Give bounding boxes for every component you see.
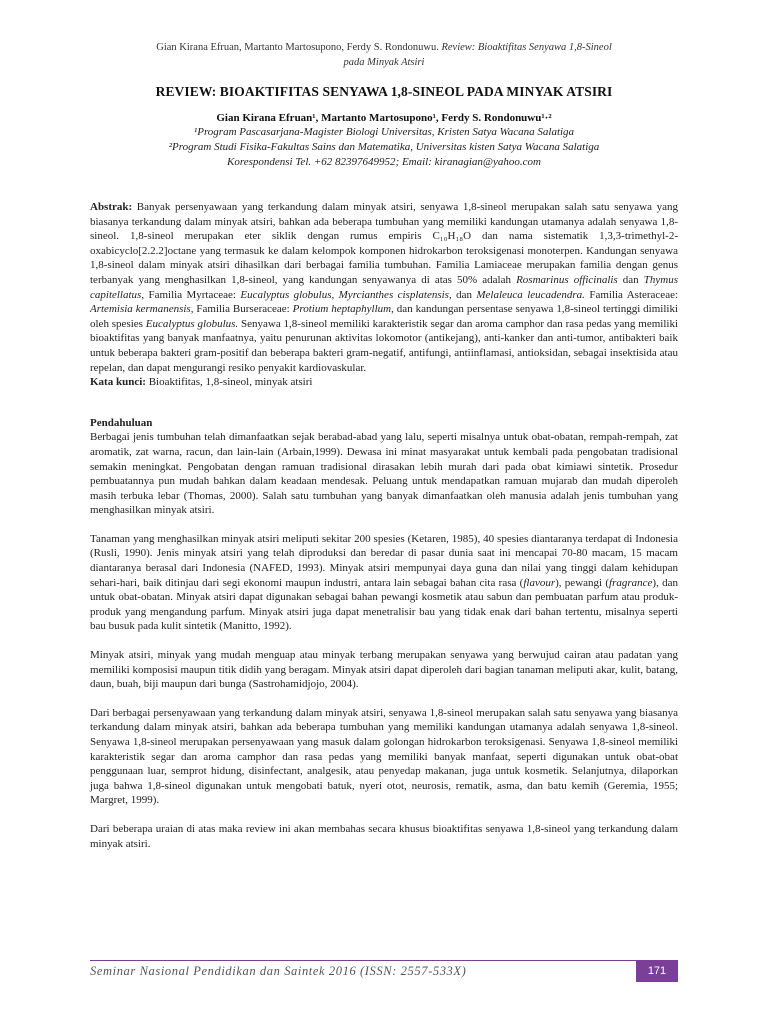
- footer-divider: [90, 960, 636, 961]
- affiliations: [90, 125, 678, 170]
- term-italic: fragrance: [609, 576, 653, 589]
- abstract-text: Banyak persenyawaan yang terkandung dalam minyak atsiri, senyawa 1,8-sineol merupakan salah satu senyawa yang biasanya terkandung dalam minyak atsiri, bahkan ada beberapa tumbuhan yang memiliki kandungan utamanya adalah senyawa 1,8-sineol. 1,8-sineol merupakan eter siklik dengan rumus empiris C₁₀H₁₈O dan nama sistematik 1,3,3-trimethyl-2-oxabicyclo[2.2.2]octane yang termasuk ke dalam kelompok komponen hidrokarbon teroksigenasi monoterpen. Kandungan senyawa 1,8-sineol dalam minyak atsiri dihasilkan dari berbagai familia tumbuhan. Familia Lamiaceae merupakan familia dengan genus terbanyak yang menghasilkan 1,8-sineol, yang kandungan senyawanya di atas 50% adalah: [90, 201, 678, 286]
- footer-conference: Seminar Nasional Pendidikan dan Saintek 2016 (ISSN: 2557-533X): [90, 964, 467, 978]
- abstract: [90, 200, 678, 375]
- abstract-text: , Familia Myrtaceae:: [141, 288, 241, 301]
- keywords: [90, 375, 678, 390]
- species-name: Thymus capitellatus: [90, 273, 678, 301]
- abstract-label: Abstrak:: [90, 201, 133, 213]
- correspondence: Korespondensi Tel. +62 82397649952; Email: kiranagian@yahoo.com: [226, 156, 541, 168]
- intro-paragraph-3: Minyak atsiri, minyak yang mudah menguap atau minyak terbang merupakan senyawa yang berwujud cairan atau padatan yang memiliki komposisi maupun titik didih yang beragam. Minyak atsiri dapat diperoleh dari bagian tanaman meliputi akar, kulit, batang, daun, buah, biji maupun dari bunga (Sastrohamidjojo, 2004).: [90, 649, 678, 691]
- species-name: Protium heptaphyllum: [292, 303, 392, 316]
- species-name: Artemisia kermanensis: [90, 303, 191, 316]
- affiliation-2: ²Program Studi Fisika-Fakultas Sains dan Matematika, Universitas kisten Satya Wacana Salatiga: [168, 141, 600, 153]
- species-name: Rosmarinus officinalis: [516, 273, 618, 286]
- paragraph-text: Tanaman yang menghasilkan minyak atsiri meliputi sekitar 200 spesies (Ketaren, 1985), 40 spesies diantaranya terdapat di Indonesia (Rusli, 1990). Jenis minyak atsiri yang telah diproduksi dan beredar di pasar dunia saat ini mencapai 70-80 macam, 15 macam diantaranya berasal dari Indonesia (NAFED, 1993). Minyak atsiri mempunyai daya guna dan nilai yang tinggi dalam kehidupan sehari-hari, baik ditinjau dari segi ekonomi maupun industri, antara lain sebagai bahan cita rasa (: [90, 532, 678, 589]
- paper-title: REVIEW: BIOAKTIFITAS SENYAWA 1,8-SINEOL PADA MINYAK ATSIRI: [155, 84, 613, 99]
- running-header-title: Review: Bioaktifitas Senyawa 1,8-Sineol: [441, 42, 612, 53]
- paragraph-text: ), pewangi (: [555, 576, 610, 589]
- keywords-label: Kata kunci:: [90, 376, 146, 389]
- paragraph-text: ), dan untuk obat-obatan. Minyak atsiri dapat digunakan sebagai bahan pewangi kosmetik atau sabun dan pembuatan parfum atau produk-produk yang mengandung parfum. Minyak atsiri juga dapat menetralisir bau yang tidak enak dari bahan tertentu, misalnya seperti bau busuk pada kulit sintetik (Manitto, 1992).: [90, 576, 679, 633]
- running-header: [90, 40, 678, 70]
- abstract-text: , Familia Burseraceae:: [190, 303, 293, 316]
- species-name: Melaleuca leucadendra.: [476, 288, 585, 301]
- running-header-title-cont: pada Minyak Atsiri: [343, 57, 425, 68]
- affiliation-1: ¹Program Pascasarjana-Magister Biologi Universitas, Kristen Satya Wacana Salatiga: [193, 126, 575, 138]
- abstract-text: , dan kandungan persentase senyawa 1,8-sineol tertinggi dimiliki oleh spesies: [90, 303, 679, 330]
- section-heading-introduction: Pendahuluan: [90, 416, 153, 429]
- intro-paragraph-2: [90, 532, 678, 634]
- species-name: Eucalyptus globulus, Myrcianthes cisplatensis,: [240, 288, 452, 301]
- intro-paragraph-4: Dari berbagai persenyawaan yang terkandung dalam minyak atsiri, senyawa 1,8-sineol merupakan salah satu senyawa yang biasanya terkandung dalam minyak atsiri, bahkan ada beberapa tumbuhan yang memiliki kandungan utamanya adalah senyawa 1,8-sineol. Senyawa 1,8-sineol merupakan persenyawaan yang masuk dalam golongan hidrokarbon teroksigenasi. Senyawa 1,8-sineol memiliki karakteristik segar dan aroma camphor dan rasa pedas yang memiliki banyak manfaat, seperti digunakan untuk obat-obat penggunaan luar, semprot hidung, disinfectant, analgesik, atau penyedap makanan, juga untuk kosmetik. Selanjutnya, dilaporkan juga bahwa 1,8-sineol digunakan untuk mengobati batuk, nyeri otot, neurosis, rematik, asma, dan batu kemih (Geremia, 1955; Margret, 1999).: [90, 706, 678, 807]
- keywords-text: Bioaktifitas, 1,8-sineol, minyak atsiri: [145, 376, 313, 389]
- abstract-text: Senyawa 1,8-sineol memiliki karakteristik segar dan aroma camphor dan rasa pedas yang memiliki bioaktifitas yang banyak manfaatnya, yaitu penurunan aktivitas lokomotor (antikejang), anti-kanker dan anti-tumor, antibakteri baik untuk beberapa bakteri gram-positif dan beberapa bakteri gram-negatif, antifungi, antiinflamasi, antioksidan, sebagai insektisida atau repelan, dan dapat mengurangi resiko penyakit kardiovaskular.: [90, 317, 678, 374]
- abstract-text: dan: [617, 273, 644, 286]
- term-italic: flavour: [523, 576, 556, 589]
- author-list: Gian Kirana Efruan¹, Martanto Martosupono¹, Ferdy S. Rondonuwu¹·²: [216, 112, 552, 124]
- abstract-text: dan: [451, 288, 477, 301]
- page-number: 171: [636, 960, 678, 982]
- intro-paragraph-1: Berbagai jenis tumbuhan telah dimanfaatkan sejak berabad-abad yang lalu, seperti misalnya untuk obat-obatan, rempah-rempah, zat aromatik, zat warna, racun, dan lain-lain (Arbain,1999). Dewasa ini minat masyarakat untuk kembali pada pengobatan tradisional semakin meningkat. Pengobatan dengan ramuan tradisional dirasakan lebih murah dari pada obat kimiawi sintetik. Prosedur pembuatannya pun mudah bahkan dalam keadaan mendesak. Peluang untuk mendapatkan ramuan mujarab dan mudah diperoleh masih terbuka lebar (Thomas, 2000). Salah satu tumbuhan yang banyak dimanfaatkan oleh manusia adalah jenis tumbuhan yang menghasilkan minyak atsiri.: [90, 431, 678, 517]
- species-name: Eucalyptus globulus.: [145, 317, 239, 330]
- intro-paragraph-5: Dari beberapa uraian di atas maka review ini akan membahas secara khusus bioaktifitas senyawa 1,8-sineol yang terkandung dalam minyak atsiri.: [90, 822, 678, 850]
- abstract-text: Familia Asteraceae:: [584, 288, 679, 301]
- paper-page: [90, 40, 678, 851]
- running-header-authors: Gian Kirana Efruan, Martanto Martosupono, Ferdy S. Rondonuwu.: [156, 42, 439, 53]
